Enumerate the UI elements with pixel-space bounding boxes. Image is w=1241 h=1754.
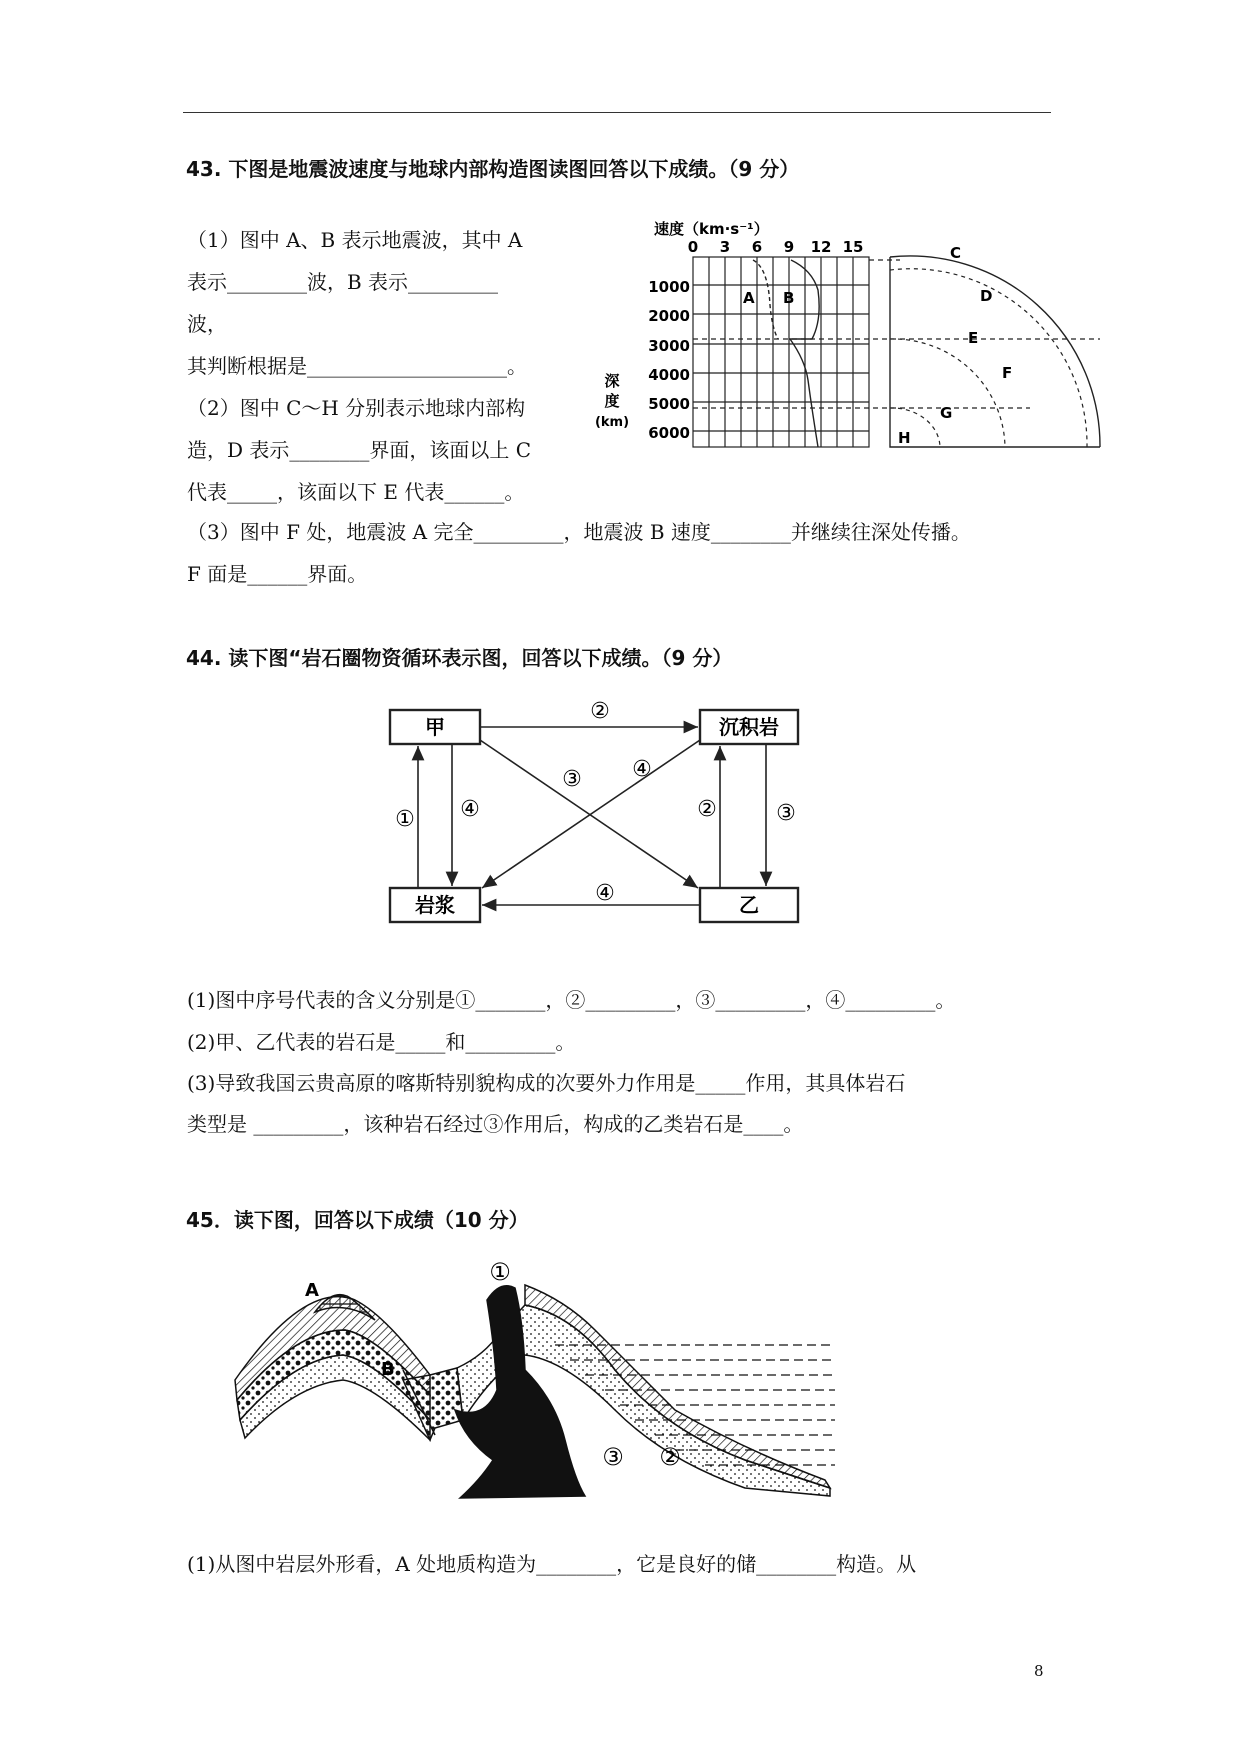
speed-tick: 15 — [842, 238, 864, 256]
page-number: 8 — [1034, 1662, 1044, 1680]
header-rule — [183, 112, 1051, 113]
circle-mark: ④ — [460, 797, 480, 822]
depth-tick: 6000 — [648, 424, 690, 442]
speed-tick: 12 — [810, 238, 832, 256]
circle-mark: ① — [395, 807, 415, 832]
circle-mark: ② — [659, 1443, 681, 1471]
depth-tick: 2000 — [648, 307, 690, 325]
depth-axis-label: (km) — [594, 415, 630, 430]
circle-mark: ② — [590, 699, 610, 724]
depth-tick: 3000 — [648, 337, 690, 355]
depth-axis-label: 度 — [604, 392, 620, 410]
label-b: B — [381, 1359, 395, 1380]
layer-label-d: D — [980, 287, 993, 305]
q45-line: (1)从图中岩层外形看，A 处地质构造为________，它是良好的储________构造。从 — [187, 1552, 917, 1576]
layer-label-f: F — [1002, 364, 1013, 382]
q44-line: (3)导致我国云贵高原的喀斯特别貌构成的次要外力作用是_____作用，其具体岩石 — [187, 1071, 906, 1095]
rock-cycle-diagram — [380, 690, 820, 940]
q44-title: 44. 读下图“岩石圈物资循环表示图，回答以下成绩。（9 分） — [186, 646, 733, 670]
circle-mark: ② — [697, 797, 717, 822]
layer-label-e: E — [968, 329, 979, 347]
q43-line: 代表_____，该面以下 E 代表______。 — [187, 480, 525, 504]
wave-a-label: A — [743, 289, 755, 307]
q44-line: (2)甲、乙代表的岩石是_____和_________。 — [187, 1030, 576, 1054]
q45-title: 45．读下图，回答以下成绩（10 分） — [186, 1208, 529, 1232]
layer-label-g: G — [940, 404, 953, 422]
depth-tick: 5000 — [648, 395, 690, 413]
speed-tick: 3 — [719, 238, 731, 256]
speed-tick: 6 — [751, 238, 763, 256]
circle-mark: ③ — [776, 801, 796, 826]
speed-axis-label: 速度（km·s⁻¹） — [654, 220, 769, 238]
circle-mark: ④ — [595, 881, 615, 906]
speed-tick: 0 — [687, 238, 699, 256]
box-jia-label: 甲 — [425, 715, 445, 739]
q43-line: 表示________波，B 表示_________ — [187, 270, 499, 294]
q43-line: 波， — [187, 312, 227, 336]
q43-line: （3）图中 F 处，地震波 A 完全_________，地震波 B 速度________并继续往深处传播。 — [187, 520, 971, 544]
q43-title: 43. 下图是地震波速度与地球内部构造图读图回答以下成绩。（9 分） — [186, 157, 800, 181]
label-a: A — [305, 1280, 319, 1301]
q43-line: 其判断根据是____________________。 — [187, 354, 527, 378]
layer-label-c: C — [950, 244, 962, 262]
box-magma-label: 岩浆 — [415, 893, 455, 917]
q43-line: （1）图中 A、B 表示地震波，其中 A — [187, 228, 523, 252]
depth-tick: 4000 — [648, 366, 690, 384]
circle-mark: ④ — [632, 757, 652, 782]
q43-line: 造，D 表示________界面，该面以上 C — [187, 438, 532, 462]
q44-line: (1)图中序号代表的含义分别是①_______，②_________，③_________，④_________。 — [187, 988, 956, 1012]
q43-line: （2）图中 C～H 分别表示地球内部构 — [187, 396, 526, 420]
circle-mark: ③ — [562, 767, 582, 792]
q43-line: F 面是______界面。 — [187, 562, 368, 586]
depth-axis-label: 深 — [604, 372, 620, 390]
layer-label-h: H — [898, 429, 911, 447]
wave-b-label: B — [783, 289, 795, 307]
circle-mark: ③ — [602, 1443, 624, 1471]
box-yi-label: 乙 — [739, 893, 759, 917]
box-sedimentary-label: 沉积岩 — [719, 715, 779, 739]
depth-tick: 1000 — [648, 278, 690, 296]
speed-tick: 9 — [783, 238, 795, 256]
geologic-cross-section — [225, 1260, 945, 1520]
circle-mark: ① — [489, 1258, 511, 1286]
seismic-wave-figure — [594, 210, 1110, 450]
q44-line: 类型是 _________，该种岩石经过③作用后，构成的乙类岩石是____。 — [187, 1112, 804, 1136]
